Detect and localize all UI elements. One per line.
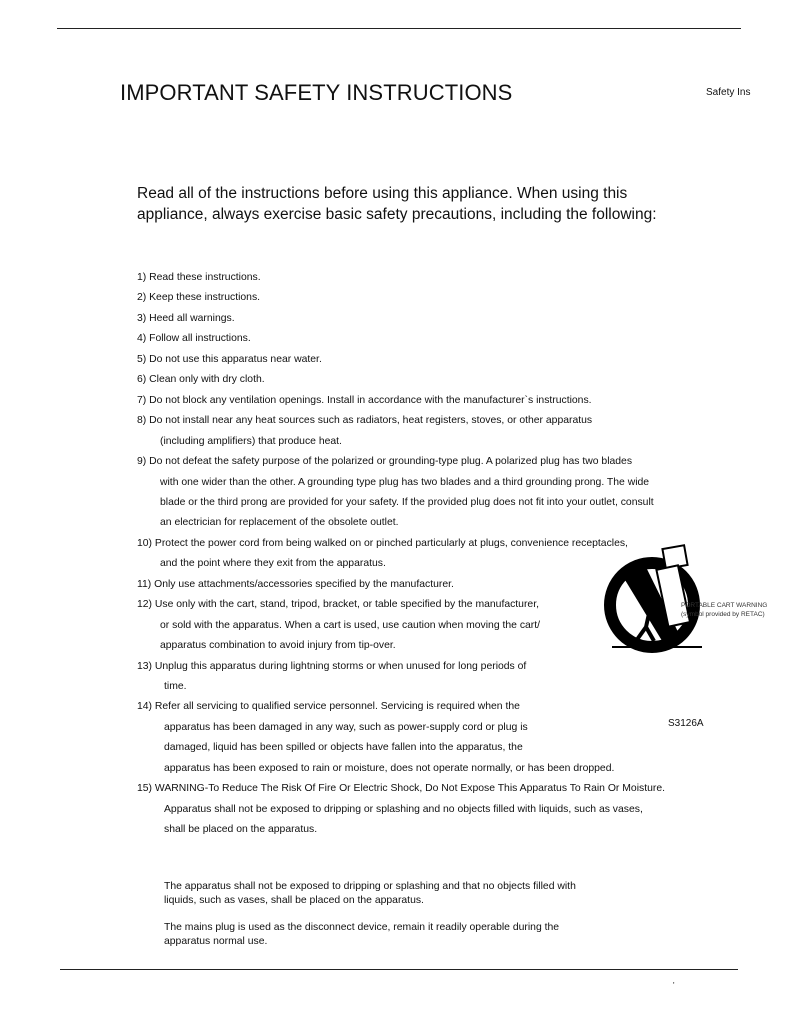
instruction-line: and the point where they exit from the apparatus.: [160, 558, 386, 570]
instruction-line: (including amplifiers) that produce heat.: [160, 435, 342, 447]
instruction-line: 9) Do not defeat the safety purpose of the polarized or grounding-type plug. A polarized plug has two blades: [137, 456, 633, 468]
footer-mark: ': [673, 981, 675, 990]
instruction-line: 10) Protect the power cord from being walked on or pinched particularly at plugs, convenience receptacles,: [137, 537, 628, 549]
intro-paragraph: Read all of the instructions before using this appliance. When using this appliance, always exercise basic safety precautions, including the following:: [137, 185, 657, 223]
top-rule: [57, 28, 741, 29]
page-title: IMPORTANT SAFETY INSTRUCTIONS: [120, 80, 513, 105]
instruction-line: 12) Use only with the cart, stand, tripod, bracket, or table specified by the manufacturer,: [137, 599, 539, 611]
instruction-line: 6) Clean only with dry cloth.: [137, 374, 265, 386]
instruction-line: apparatus combination to avoid injury from tip-over.: [160, 640, 396, 652]
note-dripping: The apparatus shall not be exposed to dripping or splashing and that no objects filled with liquids, such as vases, shall be placed on the apparatus.: [164, 881, 576, 906]
instruction-line: Apparatus shall not be exposed to dripping or splashing and no objects filled with liquids, such as vases,: [164, 803, 643, 815]
instruction-line: 1) Read these instructions.: [137, 272, 261, 283]
instruction-line: 14) Refer all servicing to qualified service personnel. Servicing is required when the: [137, 701, 520, 713]
instruction-line: 5) Do not use this apparatus near water.: [137, 353, 322, 365]
instruction-line: an electrician for replacement of the obsolete outlet.: [160, 517, 399, 529]
instruction-line: apparatus has been damaged in any way, such as power-supply cord or plug is: [164, 721, 528, 733]
instruction-line: 8) Do not install near any heat sources such as radiators, heat registers, stoves, or other apparatus: [137, 415, 593, 427]
instruction-line: or sold with the apparatus. When a cart is used, use caution when moving the cart/: [160, 619, 541, 631]
instruction-line: 15) WARNING-To Reduce The Risk Of Fire Or Electric Shock, Do Not Expose This Apparatus To Rain Or Moisture.: [137, 783, 665, 795]
instruction-line: damaged, liquid has been spilled or objects have fallen into the apparatus, the: [164, 742, 523, 754]
cart-warning-caption: PORTABLE CART WARNING: [681, 602, 768, 609]
bottom-rule: [60, 969, 738, 970]
cart-warning-credit: (symbol provided by RETAC): [681, 611, 765, 618]
instruction-line: 2) Keep these instructions.: [137, 292, 261, 304]
symbol-code: S3126A: [668, 718, 704, 729]
note-mains-plug: The mains plug is used as the disconnect device, remain it readily operable during the apparatus normal use.: [164, 922, 560, 947]
instruction-line: blade or the third prong are provided for your safety. If the provided plug does not fit into your outlet, consult: [160, 496, 654, 508]
instruction-line: 11) Only use attachments/accessories specified by the manufacturer.: [137, 578, 454, 590]
instruction-line: 7) Do not block any ventilation openings. Install in accordance with the manufacturer`s instructions.: [137, 394, 592, 406]
instruction-line: 13) Unplug this apparatus during lightning storms or when unused for long periods of: [137, 660, 527, 672]
instruction-line: 3) Heed all warnings.: [137, 312, 235, 324]
instruction-line: time.: [164, 681, 187, 692]
instruction-line: apparatus has been exposed to rain or moisture, does not operate normally, or has been dropped.: [164, 762, 615, 774]
instruction-line: with one wider than the other. A grounding type plug has two blades and a third grounding prong. The wide: [160, 476, 650, 488]
section-header: Safety Ins: [706, 87, 751, 98]
instruction-line: shall be placed on the apparatus.: [164, 824, 318, 836]
instruction-line: 4) Follow all instructions.: [137, 333, 251, 345]
